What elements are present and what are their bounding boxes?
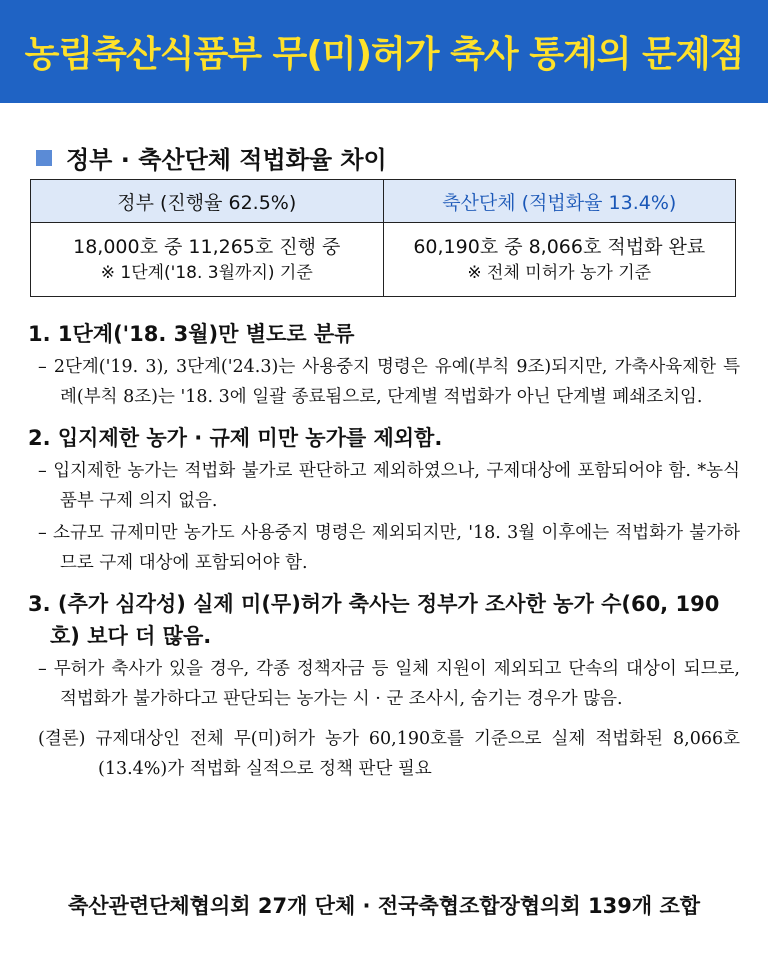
table-cell-government [31,223,384,297]
issue-list [28,318,740,784]
table-header-livestock-groups: 축산단체 (적법화율 13.4%) [383,180,736,223]
issue-heading: 1. 1단계('18. 3월)만 별도로 분류 [28,322,355,346]
issue-item-1 [28,318,740,412]
conclusion-text: (결론) 규제대상인 전체 무(미)허가 농가 60,190호를 기준으로 실제 적법화된 8,066호(13.4%)가 적법화 실적으로 정책 판단 필요 [38,729,740,779]
square-bullet-icon [36,150,52,166]
issue-item-2 [28,422,740,578]
section-heading [36,140,387,175]
section-title: 정부 · 축산단체 적법화율 차이 [66,146,387,174]
issue-bullet: – 입지제한 농가는 적법화 불가로 판단하고 제외하였으나, 구제대상에 포함되어야 함. *농식품부 구제 의지 없음. [38,461,740,511]
issue-item-3 [28,588,740,714]
page-title: 농림축산식품부 무(미)허가 축사 통계의 문제점 [24,34,744,75]
cell-note-text: ※ 1단계('18. 3월까지) 기준 [100,262,313,283]
issue-bullet: – 2단계('19. 3), 3단계('24.3)는 사용중지 명령은 유예(부칙 9조)되지만, 가축사육제한 특례(부칙 8조)는 '18. 3에 일괄 종료됨으로, 단계별 적법화가 아닌 단계별 폐쇄조치임. [38,357,740,407]
footer-organizations: 축산관련단체협의회 27개 단체 · 전국축협조합장협의회 139개 조합 [67,894,701,918]
table-cell-livestock-groups [383,223,736,297]
issue-heading: 3. (추가 심각성) 실제 미(무)허가 축사는 정부가 조사한 농가 수(60, 190호) 보다 더 많음. [28,592,720,648]
issue-bullet: – 무허가 축사가 있을 경우, 각종 정책자금 등 일체 지원이 제외되고 단속의 대상이 되므로, 적법화가 불가하다고 판단되는 농가는 시 · 군 조사시, 숨기는 경우가 많음. [38,659,740,709]
cell-main-text: 60,190호 중 8,066호 적법화 완료 [413,235,706,258]
table-header-government: 정부 (진행율 62.5%) [31,180,384,223]
title-banner [0,0,768,103]
cell-note-text: ※ 전체 미허가 농가 기준 [467,262,652,283]
issue-bullet: – 소규모 규제미만 농가도 사용중지 명령은 제외되지만, '18. 3월 이후에는 적법화가 불가하므로 구제 대상에 포함되어야 함. [38,523,740,573]
issue-heading: 2. 입지제한 농가 · 규제 미만 농가를 제외함. [28,426,443,450]
comparison-table [30,179,736,297]
cell-main-text: 18,000호 중 11,265호 진행 중 [73,235,341,258]
